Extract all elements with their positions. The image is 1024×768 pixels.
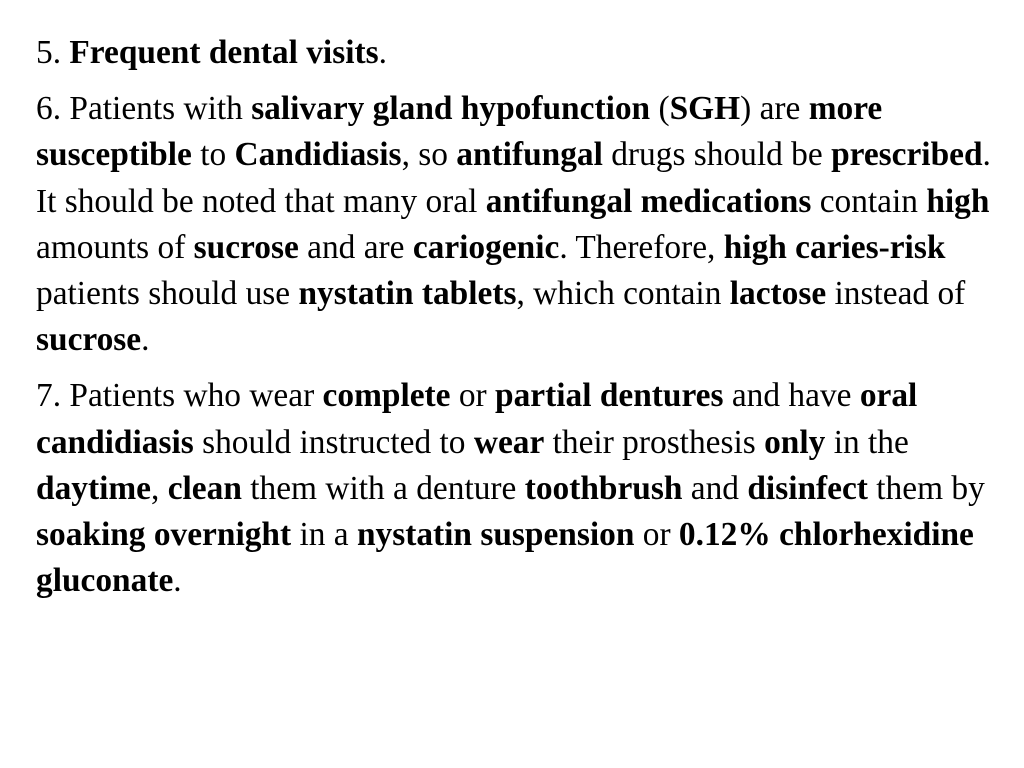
- emphasized-text: antifungal: [456, 136, 603, 174]
- emphasized-text: 0.12% chlorhexidine gluconate: [36, 516, 974, 600]
- list-item-7: [36, 373, 994, 604]
- body-text: . Therefore,: [559, 228, 724, 266]
- emphasized-text: antifungal medications: [485, 182, 812, 220]
- body-text: .: [378, 34, 387, 71]
- body-text: patients should use: [36, 275, 299, 313]
- body-text: (: [650, 90, 670, 128]
- body-text: their prosthesis: [544, 423, 765, 461]
- emphasized-text: soaking overnight: [36, 516, 292, 554]
- emphasized-text: high: [926, 182, 990, 220]
- body-text: and are: [298, 228, 413, 266]
- body-text: or: [634, 516, 679, 554]
- body-text: , which contain: [516, 275, 730, 313]
- body-text: contain: [811, 182, 927, 220]
- emphasized-text: wear: [473, 423, 545, 461]
- emphasized-text: Candidiasis: [234, 136, 402, 174]
- emphasized-text: more susceptible: [36, 90, 883, 174]
- body-text: 5.: [36, 34, 70, 71]
- emphasized-text: sucrose: [36, 321, 142, 359]
- body-text: ,: [151, 469, 168, 507]
- body-text: in the: [825, 423, 909, 461]
- body-text: and: [682, 469, 748, 507]
- emphasized-text: only: [764, 423, 826, 461]
- emphasized-text: oral candidiasis: [36, 377, 918, 461]
- list-item-5: [36, 30, 994, 76]
- emphasized-text: daytime: [36, 469, 151, 507]
- body-text: should instructed to: [193, 423, 474, 461]
- emphasized-text: SGH: [669, 90, 741, 128]
- emphasized-text: prescribed: [831, 136, 983, 174]
- emphasized-text: nystatin suspension: [356, 516, 635, 554]
- body-text: in a: [291, 516, 357, 554]
- body-text: and have: [723, 377, 860, 415]
- body-text: drugs should be: [602, 136, 832, 174]
- body-text: ) are: [740, 90, 809, 128]
- emphasized-text: Frequent dental visits: [69, 34, 379, 71]
- emphasized-text: nystatin tablets: [298, 275, 517, 313]
- emphasized-text: lactose: [729, 275, 827, 313]
- slide-body: [36, 30, 994, 604]
- body-text: 7. Patients who wear: [36, 377, 323, 415]
- list-item-6: [36, 86, 994, 363]
- body-text: 6. Patients with: [36, 90, 252, 128]
- emphasized-text: complete: [322, 377, 451, 415]
- body-text: . It should be noted that many oral: [36, 136, 991, 220]
- body-text: to: [191, 136, 235, 174]
- body-text: .: [173, 562, 182, 600]
- emphasized-text: clean: [167, 469, 242, 507]
- body-text: or: [450, 377, 496, 415]
- emphasized-text: cariogenic: [412, 228, 560, 266]
- body-text: instead of: [826, 275, 966, 313]
- body-text: , so: [401, 136, 457, 174]
- body-text: them with a denture: [241, 469, 525, 507]
- body-text: amounts of: [36, 228, 194, 266]
- emphasized-text: sucrose: [193, 228, 299, 266]
- emphasized-text: disinfect: [747, 469, 868, 507]
- emphasized-text: salivary gland hypofunction: [251, 90, 651, 128]
- body-text: .: [141, 321, 150, 359]
- emphasized-text: toothbrush: [524, 469, 683, 507]
- emphasized-text: high caries-risk: [723, 228, 946, 266]
- emphasized-text: partial dentures: [495, 377, 724, 415]
- body-text: them by: [867, 469, 985, 507]
